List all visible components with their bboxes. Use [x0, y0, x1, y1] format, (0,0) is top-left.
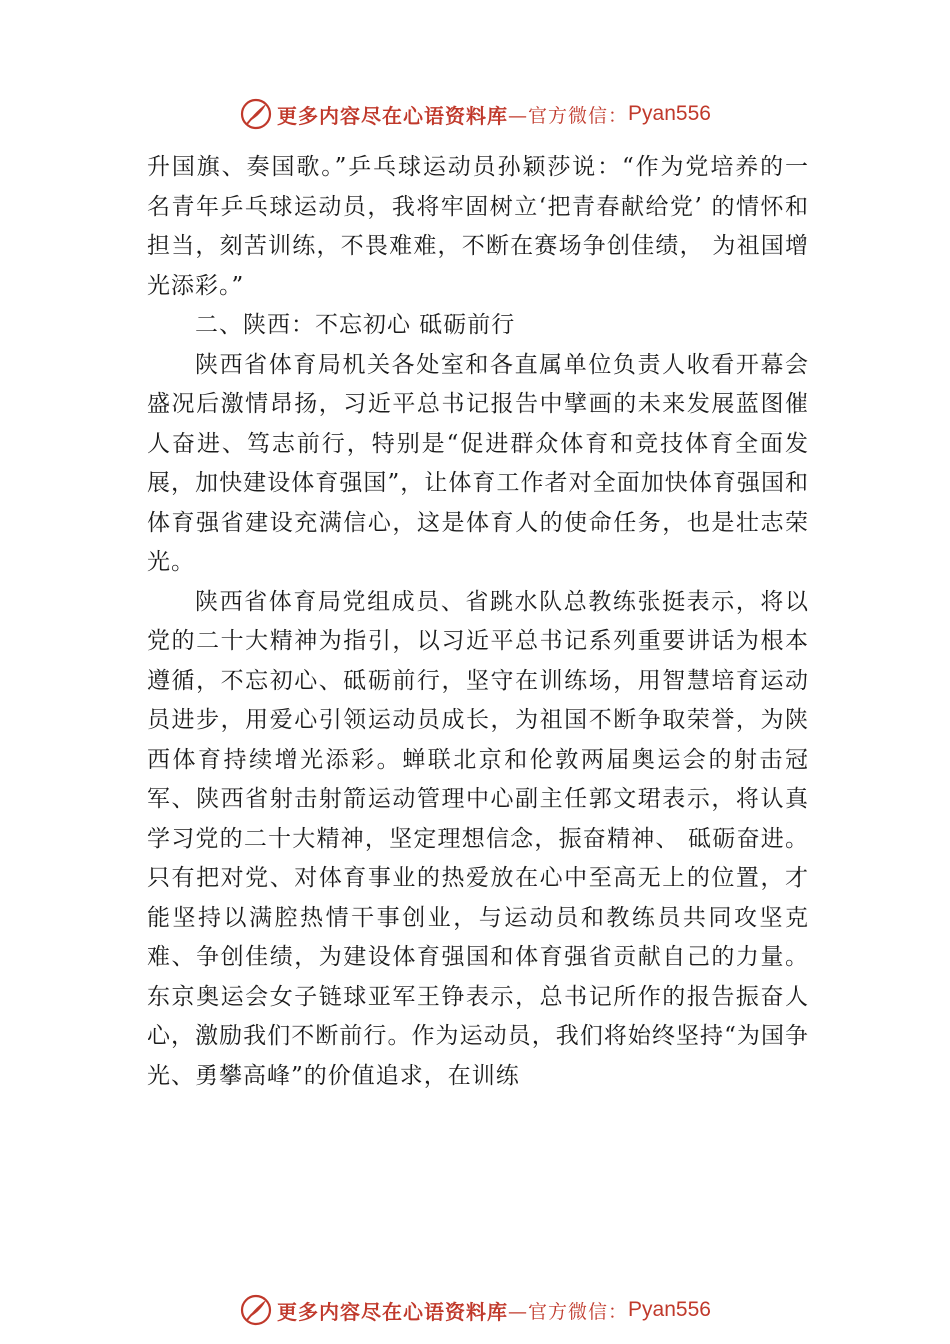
footer-wechat-id: Pyan556 — [628, 1298, 711, 1321]
quill-pen-logo-icon — [239, 97, 273, 131]
body-paragraph-1: 升国旗、奏国歌。”乒乓球运动员孙颖莎说：“作为党培养的一名青年乒乓球运动员，我将牢固树立‘把青春献给党’ 的情怀和担当，刻苦训练，不畏难难，不断在赛场争创佳绩， 为祖国增光添彩。” — [147, 154, 809, 299]
header-banner — [0, 92, 950, 136]
quill-pen-logo-icon — [239, 1293, 273, 1327]
document-body — [147, 148, 809, 1096]
section-heading-shaanxi: 二、陕西：不忘初心 砥砺前行 — [195, 312, 516, 338]
footer-banner — [0, 1288, 950, 1332]
footer-contact-prefix: —官方微信： — [508, 1300, 629, 1323]
body-paragraph-2: 陕西省体育局机关各处室和各直属单位负责人收看开幕会盛况后激情昂扬，习近平总书记报告中擘画的未来发展蓝图催人奋进、笃志前行，特别是“促进群众体育和竞技体育全面发展，加快建设体育强国”，让体育工作者对全面加快体育强国和体育强省建设充满信心，这是体育人的使命任务，也是壮志荣光。 — [147, 351, 809, 575]
footer-slogan: 更多内容尽在心语资料库 — [277, 1299, 509, 1324]
body-paragraph-3: 陕西省体育局党组成员、省跳水队总教练张挺表示，将以党的二十大精神为指引，以习近平总书记系列重要讲话为根本遵循，不忘初心、砥砺前行，坚守在训练场，用智慧培育运动员进步，用爱心引领运动员成长，为祖国不断争取荣誉，为陕西体育持续增光添彩。蝉联北京和伦敦两届奥运会的射击冠军、陕西省射击射箭运动管理中心副主任郭文珺表示，将认真学习党的二十大精神，坚定理想信念，振奋精神、 砥砺奋进。只有把对党、对体育事业的热爱放在心中至高无上的位置，才能坚持以满腔热情干事创业，与运动员和教练员共同攻坚克难、争创佳绩，为建设体育强国和体育强省贡献自己的力量。东京奥运会女子链球亚军王铮表示，总书记所作的报告振奋人心，激励我们不断前行。作为运动员，我们将始终坚持“为国争光、勇攀高峰”的价值追求，在训练 — [147, 588, 809, 1089]
header-slogan: 更多内容尽在心语资料库 — [277, 103, 509, 128]
header-contact-prefix: —官方微信： — [508, 104, 629, 127]
header-wechat-id: Pyan556 — [628, 102, 711, 125]
